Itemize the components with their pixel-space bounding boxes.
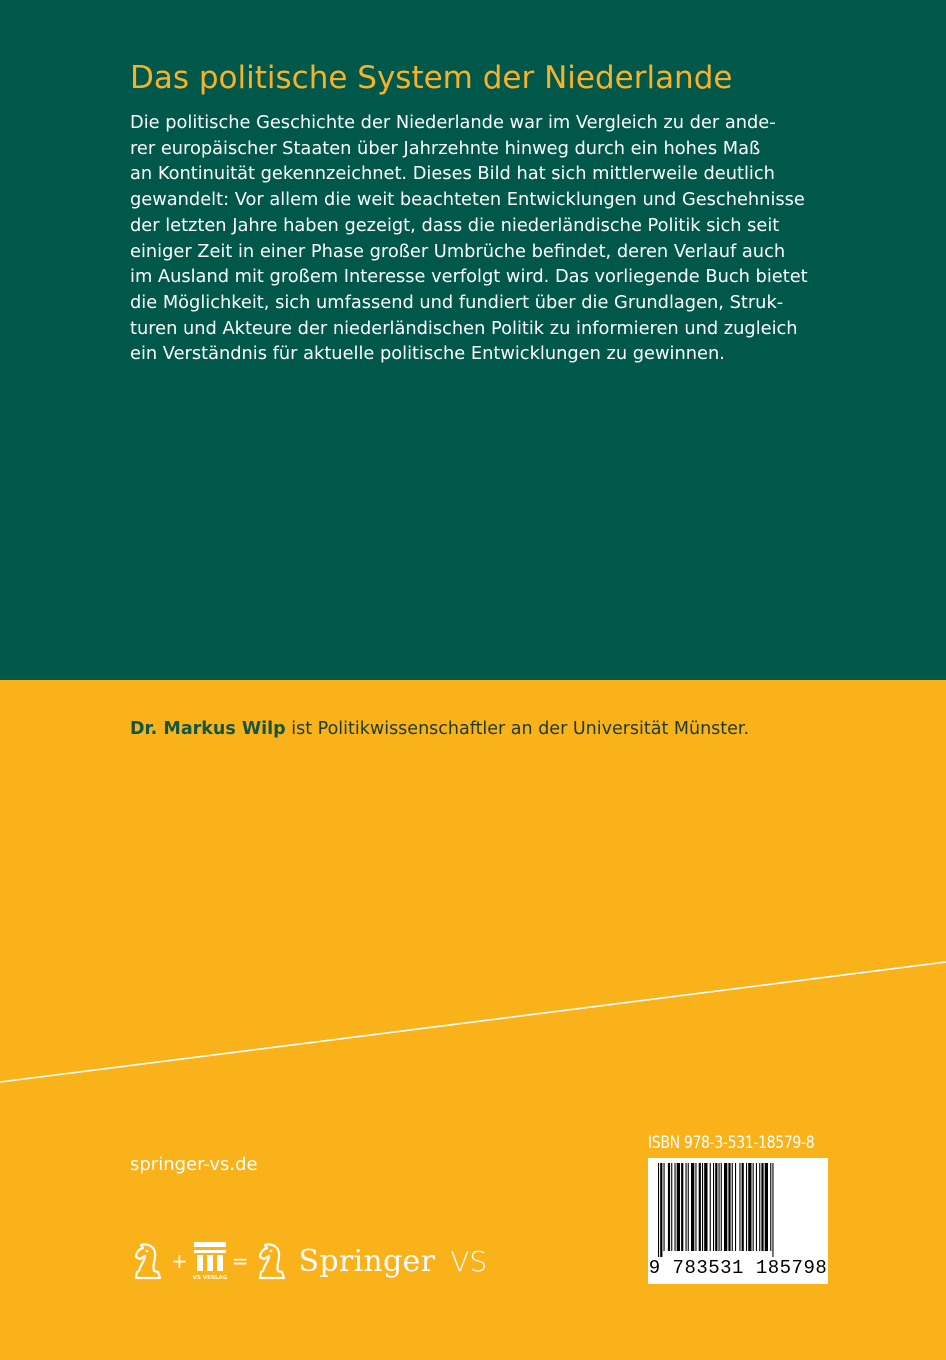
barcode-bar — [770, 1163, 771, 1251]
barcode-bar — [772, 1163, 773, 1257]
barcode-bar — [671, 1163, 672, 1251]
isbn-text: ISBN 978-3-531-18579-8 — [648, 1133, 815, 1153]
barcode-bar — [677, 1163, 680, 1251]
blurb-text — [130, 110, 830, 367]
book-title: Das politische System der Niederlande — [130, 60, 733, 96]
blurb-line: an Kontinuität gekennzeichnet. Dieses Bild hat sich mittlerweile deutlich — [130, 163, 775, 185]
blurb-line: gewandelt: Vor allem die weit beachteten Entwicklungen und Geschehnisse — [130, 189, 805, 211]
barcode-bar — [660, 1163, 662, 1257]
barcode-bar — [756, 1163, 757, 1251]
publisher-logos — [130, 1236, 487, 1286]
barcode-bar — [668, 1163, 670, 1251]
equals-sign: = — [231, 1249, 249, 1273]
vs-wordmark: VS — [450, 1244, 488, 1278]
barcode-bar — [664, 1163, 665, 1251]
barcode-bar — [675, 1163, 676, 1251]
blurb-line: turen und Akteure der niederländischen Politik zu informieren und zugleich — [130, 317, 798, 339]
plus-sign: + — [171, 1249, 188, 1273]
barcode-bar — [742, 1163, 744, 1251]
vs-verlag-label: VS VERLAG — [192, 1275, 227, 1281]
barcode-bar — [691, 1163, 694, 1251]
vs-verlag-logo-icon — [193, 1241, 227, 1281]
barcode — [648, 1158, 828, 1284]
blurb-line: einiger Zeit in einer Phase großer Umbrüche befindet, deren Verlauf auch — [130, 240, 786, 262]
barcode-bar — [728, 1163, 730, 1251]
barcode-bar — [710, 1163, 711, 1251]
barcode-bar — [739, 1163, 740, 1251]
blurb-line: im Ausland mit großem Interesse verfolgt wird. Das vorliegende Buch bietet — [130, 266, 808, 288]
blurb-line: die Möglichkeit, sich umfassend und fundiert über die Grundlagen, Struk- — [130, 291, 784, 313]
barcode-bar — [719, 1163, 720, 1251]
barcode-bars — [656, 1163, 820, 1259]
barcode-digits: 9 783531 185798 — [648, 1257, 828, 1279]
springer-knight-icon — [130, 1238, 166, 1284]
barcode-bar — [721, 1163, 722, 1251]
barcode-bar — [702, 1163, 703, 1251]
barcode-bar — [735, 1163, 736, 1251]
barcode-bar — [732, 1163, 733, 1251]
isbn-block — [648, 1133, 828, 1153]
barcode-bar — [746, 1163, 747, 1251]
barcode-bar — [695, 1163, 696, 1251]
barcode-bar — [686, 1163, 687, 1251]
author-name: Dr. Markus Wilp — [130, 719, 286, 739]
blurb-line: der letzten Jahre haben gezeigt, dass die niederländische Politik sich seit — [130, 214, 780, 236]
springer-knight-icon — [254, 1238, 290, 1284]
barcode-bar — [713, 1163, 714, 1251]
author-bio-text: ist Politikwissenschaftler an der Universität Münster. — [285, 719, 750, 739]
barcode-bar — [761, 1163, 763, 1251]
barcode-bar — [681, 1163, 683, 1251]
website-link[interactable]: springer-vs.de — [130, 1154, 258, 1175]
barcode-bar — [748, 1163, 751, 1251]
springer-wordmark: Springer — [298, 1243, 436, 1279]
blurb-line: rer europäischer Staaten über Jahrzehnte hinweg durch ein hohes Maß — [130, 137, 761, 159]
barcode-bar — [765, 1163, 768, 1251]
barcode-bar — [688, 1163, 689, 1251]
barcode-bar — [715, 1163, 717, 1251]
barcode-bar — [704, 1163, 707, 1251]
barcode-bar — [753, 1163, 754, 1251]
barcode-bar — [724, 1163, 727, 1251]
author-bio — [130, 716, 749, 742]
barcode-bar — [699, 1163, 701, 1251]
blurb-line: ein Verständnis für aktuelle politische Entwicklungen zu gewinnen. — [130, 343, 725, 365]
blurb-line: Die politische Geschichte der Niederlande war im Vergleich zu der ande- — [130, 112, 776, 133]
diagonal-divider-line — [0, 940, 946, 1090]
barcode-bar — [759, 1163, 760, 1251]
barcode-bar — [658, 1163, 659, 1257]
